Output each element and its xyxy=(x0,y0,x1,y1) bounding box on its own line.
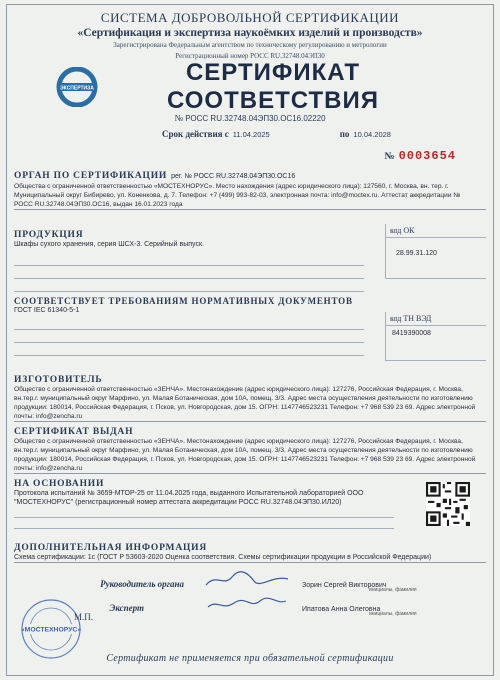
mostehnorus-stamp-icon xyxy=(20,598,82,660)
organ-text: Общества с ограниченной ответственностью «МОСТЕХНОРУС». Место нахождения (адрес юридического лица): 127560, г. Москва, вн. тер. г. Муниципальный округ Бибирево, ул. Коненкова, д. 7. Телефон: +7 (499) 993-82-03, электронная почта: info@moctex.ru. Аттестат аккредитации № РОСС RU.32748.04ЭП30.ОС16, выдан 16.01.2023 года xyxy=(14,182,486,210)
valid-from: 11.04.2025 xyxy=(232,130,270,139)
blank-line xyxy=(14,343,364,356)
organ-title: ОРГАН ПО СЕРТИФИКАЦИИ xyxy=(14,171,168,181)
basis-text: Протокола испытаний № 3659-МТОР-25 от 11.04.2025 года, выданного Испытательной лабораторией ООО "МОСТЕХНОРУС" (регистрационный номер аттестата аккредитации РОСС RU.32748.04ЭП30.ИЛ20) xyxy=(14,490,364,506)
head-name-caption: инициалы, фамилия xyxy=(369,587,417,593)
footer-note: Сертификат не применяется при обязательной сертификации xyxy=(106,653,394,664)
ok-code-box xyxy=(385,224,486,279)
manufacturer-text: Общество с ограниченной ответственностью «ЗЕНЧА». Местонахождение (адрес юридического лица): 127276, Российская Федерация, г. Москва, вн.тер.г. муниципальный округ Марфино, ул. Малая Ботаническая, дом 10А, помещ. 3/3. Адрес места осуществления деятельности по изготовлению продукции: 180014, Российская Федерация, г. Псков, ул. Новгородская, дом 15. ОГРН: 1147746523231 Телефон: +7 968 539 23 69. Адрес электронной почты: info@zencha.ru xyxy=(14,385,486,422)
issued-text: Общество с ограниченной ответственностью «ЗЕНЧА». Местонахождение (адрес юридического лица): 127276, Российская Федерация, г. Москва, вн.тер.г. муниципальный округ Марфино, ул. Малая Ботаническая, дом 10А, помещ. 3/3. Адрес места осуществления деятельности по изготовлению продукции: 180014, Российская Федерация, г. Псков, ул. Новгородская, дом 15. ОГРН: 1147746523231 Телефон: +7 968 539 23 69. Адрес электронной почты: info@zencha.ru xyxy=(14,437,486,474)
serial-label: № xyxy=(384,151,395,162)
ekspertiza-logo-icon xyxy=(54,67,100,107)
validity-row xyxy=(14,129,486,143)
expert-signature xyxy=(202,595,292,613)
registration-line-2: Регистрационный номер РОСС RU.32748.04ЭП30 xyxy=(175,52,325,60)
extra-section xyxy=(14,543,486,563)
head-signature xyxy=(202,571,292,589)
blank-line xyxy=(14,279,364,292)
serial-row xyxy=(14,149,486,163)
document-title: СЕРТИФИКАТ СООТВЕТСТВИЯ xyxy=(167,59,379,114)
extra-text: Схема сертификации: 1с (ГОСТ Р 53603-2020 Оценка соответствия. Схемы сертификации продукции в Российской Федерации) xyxy=(14,553,486,563)
registration-line-1: Зарегистрирована Федеральным агентством по техническому регулированию и метрологии xyxy=(113,41,387,49)
tn-code-value: 8419390008 xyxy=(392,330,431,337)
blank-line xyxy=(14,518,394,529)
valid-label: Срок действия с xyxy=(162,129,229,139)
blank-line xyxy=(14,317,364,330)
certificate-number: РОСС RU.32748.04ЭП30.ОС16.02220 xyxy=(185,114,326,123)
requirements-section xyxy=(14,296,486,372)
stamp-text: «МОСТЕХНОРУС» xyxy=(20,626,82,634)
organ-reg: рег. № РОСС RU.32748.04ЭП30.ОС16 xyxy=(171,173,296,180)
requirements-text: ГОСТ IEC 61340-5-1 xyxy=(14,307,80,314)
manufacturer-title: ИЗГОТОВИТЕЛЬ xyxy=(14,375,103,385)
valid-to-label: по xyxy=(339,129,350,139)
serial-number: 0003654 xyxy=(398,149,456,163)
tn-code-box xyxy=(385,312,486,361)
tn-code-label: код ТН ВЭД xyxy=(386,312,486,326)
blank-line xyxy=(14,253,364,266)
organ-header xyxy=(14,171,486,181)
mp-label: М.П. xyxy=(74,612,94,622)
expert-name-caption: инициалы, фамилия xyxy=(369,611,417,617)
product-text: Шкафы сухого хранения, серия ШСХ-3. Серийный выпуск. xyxy=(14,241,204,248)
blank-line xyxy=(14,330,364,343)
valid-to: 10.04.2028 xyxy=(353,130,391,139)
certificate-number-label: № xyxy=(174,113,184,123)
system-name: «Сертификация и экспертиза наукоёмких изделий и производств» xyxy=(77,27,423,39)
ok-code-label: код ОК xyxy=(386,224,486,238)
ok-code-value: 28.99.31.120 xyxy=(396,250,437,257)
product-section xyxy=(14,216,486,292)
issued-title: СЕРТИФИКАТ ВЫДАН xyxy=(14,427,134,437)
blank-line xyxy=(14,507,394,518)
expert-label: Эксперт xyxy=(109,603,144,613)
basis-title: НА ОСНОВАНИИ xyxy=(14,479,105,489)
head-name: Зорин Сергей Викторович xyxy=(302,582,387,589)
issued-section xyxy=(14,427,486,474)
qr-code-icon xyxy=(426,482,470,526)
basis-section xyxy=(14,479,394,529)
requirements-title: СООТВЕТСТВУЕТ ТРЕБОВАНИЯМ НОРМАТИВНЫХ ДОКУМЕНТОВ xyxy=(14,296,353,306)
head-label: Руководитель органа xyxy=(100,579,184,589)
product-title: ПРОДУКЦИЯ xyxy=(14,230,84,240)
manufacturer-section xyxy=(14,375,486,422)
system-title: СИСТЕМА ДОБРОВОЛЬНОЙ СЕРТИФИКАЦИИ xyxy=(100,10,400,25)
logo-text: ЭКСПЕРТИЗА xyxy=(60,85,94,92)
extra-title: ДОПОЛНИТЕЛЬНАЯ ИНФОРМАЦИЯ xyxy=(14,543,208,553)
expert-name: Ипатова Анна Олеговна xyxy=(302,606,381,613)
blank-line xyxy=(14,266,364,279)
